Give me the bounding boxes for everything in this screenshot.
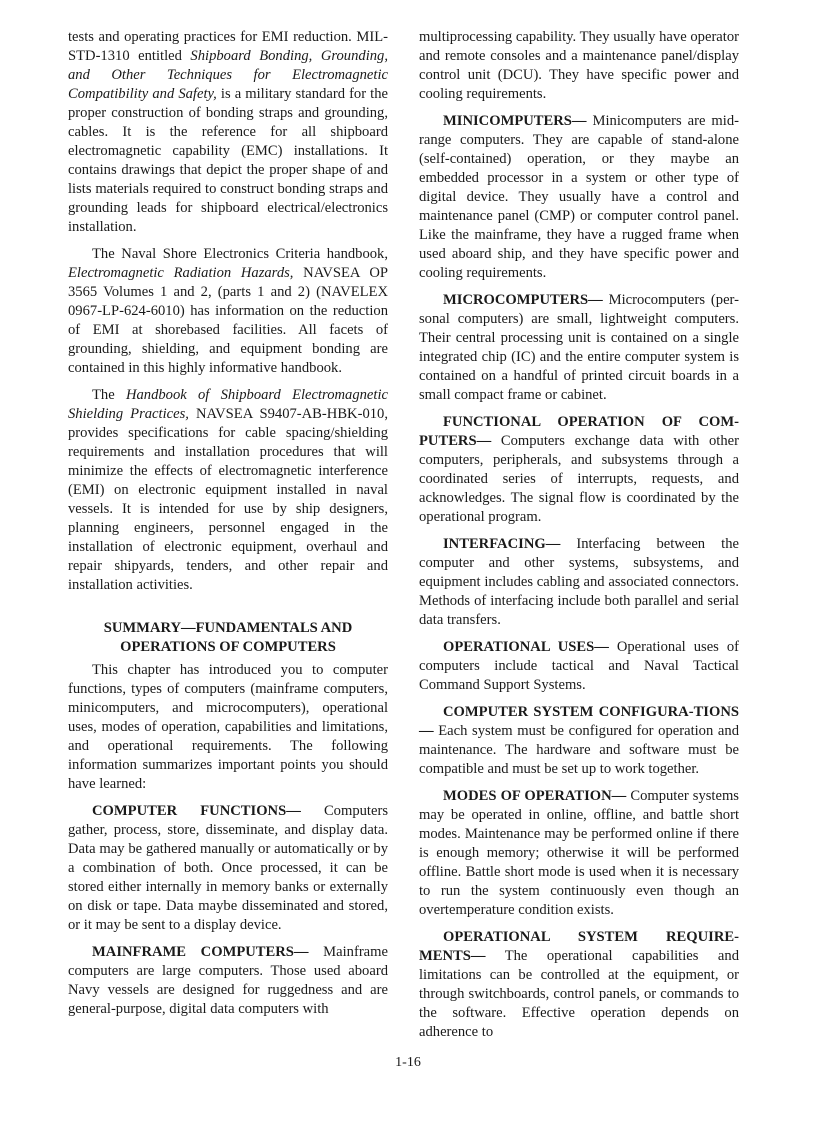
term-heading: MINICOMPUTERS— bbox=[443, 113, 587, 129]
summary-heading: SUMMARY—FUNDAMENTALS AND OPERATIONS OF COMPUTERS bbox=[103, 620, 353, 655]
term-heading: FUNCTIONAL OPERATION OF COM-PUTERS— bbox=[419, 414, 739, 449]
term-heading: COMPUTER FUNCTIONS— bbox=[92, 803, 301, 819]
paragraph-functional-operation: FUNCTIONAL OPERATION OF COM-PUTERS— Computers exchange data with other computers, peripherals, and subsystems through a coordinated series of interrupts, requests, and acknowledges. The signal flow is coordinated by the operational program. bbox=[419, 414, 739, 525]
document-title: Electromagnetic Radiation Hazards, bbox=[68, 265, 294, 281]
paragraph-summary-intro: This chapter has introduced you to computer functions, types of computers (mainframe computers, minicomputers, and microcomputers), operational uses, modes of operation, capabilities and limitations, and operational requirements. The following information summarizes important points you should have learned: bbox=[68, 662, 388, 792]
right-column bbox=[419, 28, 739, 1050]
paragraph-system-requirements: OPERATIONAL SYSTEM REQUIRE-MENTS— The operational capabilities and limitations can be controlled at the equipment, or through switchboards, control panels, or commands to the software. Effective operation depends on adherence to bbox=[419, 929, 739, 1040]
paragraph-shielding-handbook: The Handbook of Shipboard Electromagnetic Shielding Practices, NAVSEA S9407-AB-HBK-010, provides specifications for cable spacing/shielding requirements and installation procedures that will minimize the effects of electromagnetic interference (EMI) on electronic equipment installed in naval vessels. It is intended for use by ship designers, planning engineers, personnel engaged in the installation of electronic equipment, overhaul and repair shipyards, tenders, and other repair and installation activities. bbox=[68, 387, 388, 593]
term-heading: MICROCOMPUTERS— bbox=[443, 292, 603, 308]
term-heading: OPERATIONAL USES— bbox=[443, 639, 609, 655]
paragraph-shore-handbook: The Naval Shore Electronics Criteria handbook, Electromagnetic Radiation Hazards, NAVSEA OP 3565 Volumes 1 and 2, (parts 1 and 2) (NAVELEX 0967-LP-624-6010) has information on the reduction of EMI at shorebased facilities. All facets of grounding, shielding, and equipment bonding are contained in this highly informative handbook. bbox=[68, 246, 389, 376]
paragraph-mainframe-computers: MAINFRAME COMPUTERS— Mainframe computers are large computers. Those used aboard Navy vessels are designed for ruggedness and are general-purpose, digital data computers with bbox=[68, 944, 388, 1017]
term-heading: OPERATIONAL SYSTEM REQUIRE-MENTS— bbox=[419, 929, 739, 964]
paragraph-minicomputers: MINICOMPUTERS— Minicomputers are mid-range computers. They are capable of stand-alone (self-contained) operation, or they maybe an embedded processor in a system or other type of digital device. They usually have a control and maintenance panel (CMP) or computer control panel. Like the mainframe, they have a rugged frame when used aboard ship, and they have specific power and cooling requirements. bbox=[419, 113, 739, 281]
paragraph-modes-of-operation: MODES OF OPERATION— Computer systems may be operated in online, offline, and battle short modes. Maintenance may be performed online if there is enough memory; otherwise it will be performed offline. Battle short mode is used when it is necessary to run the system continuously even though an overtemperature condition exists. bbox=[419, 788, 739, 918]
paragraph-interfacing: INTERFACING— Interfacing between the computer and other systems, subsystems, and equipment includes cabling and associated connectors. Methods of interfacing include both parallel and serial data transfers. bbox=[419, 536, 739, 628]
paragraph-computer-functions: COMPUTER FUNCTIONS— Computers gather, process, store, disseminate, and display data. Data may be gathered manually or automatically or by a combination of both. Once processed, it can be stored either internally in memory banks or externally on disk or tape. Data maybe disseminated and stored, or it may be sent to a display device. bbox=[68, 803, 388, 933]
paragraph-mainframe-continued: multiprocessing capability. They usually have operator and remote consoles and a maintenance panel/display control unit (DCU). They have specific power and cooling requirements. bbox=[419, 29, 739, 102]
paragraph-operational-uses: OPERATIONAL USES— Operational uses of computers include tactical and Naval Tactical Command Support Systems. bbox=[419, 639, 739, 693]
term-heading: MODES OF OPERATION— bbox=[443, 788, 627, 804]
paragraph-microcomputers: MICROCOMPUTERS— Microcomputers (per-sonal computers) are small, lightweight computers. Their central processing unit is contained on a single integrated chip (IC) and the entire computer system is contained on a handful of printed circuit boards in a small compact frame or cabinet. bbox=[419, 292, 739, 403]
paragraph-system-configurations: COMPUTER SYSTEM CONFIGURA-TIONS— Each system must be configured for operation and maintenance. The hardware and software must be compatible and must be set up to work together. bbox=[419, 704, 739, 777]
document-title: Handbook of Shipboard Electromagnetic Shielding Practices, bbox=[68, 387, 388, 422]
document-title: Shipboard Bonding, Grounding, and Other Techniques for Electromagnetic Compatibility and Safety, bbox=[68, 48, 388, 102]
term-heading: COMPUTER SYSTEM CONFIGURA-TIONS— bbox=[419, 704, 739, 739]
paragraph-mil-std: tests and operating practices for EMI reduction. MIL-STD-1310 entitled Shipboard Bonding, Grounding, and Other Techniques for Electromagnetic Compatibility and Safety, is a military standard for the proper construction of bonding straps and grounding, cables. It is the reference for all shipboard electromagnetic capability (EMC) installations. It contains drawings that depict the proper shape of and lists materials required to construct bonding straps and grounding leads for shipboard electrical/electronics installation. bbox=[68, 29, 388, 235]
term-heading: MAINFRAME COMPUTERS— bbox=[92, 944, 309, 960]
left-column bbox=[68, 28, 388, 1027]
term-heading: INTERFACING— bbox=[443, 536, 561, 552]
page-number: 1-16 bbox=[395, 1055, 421, 1070]
